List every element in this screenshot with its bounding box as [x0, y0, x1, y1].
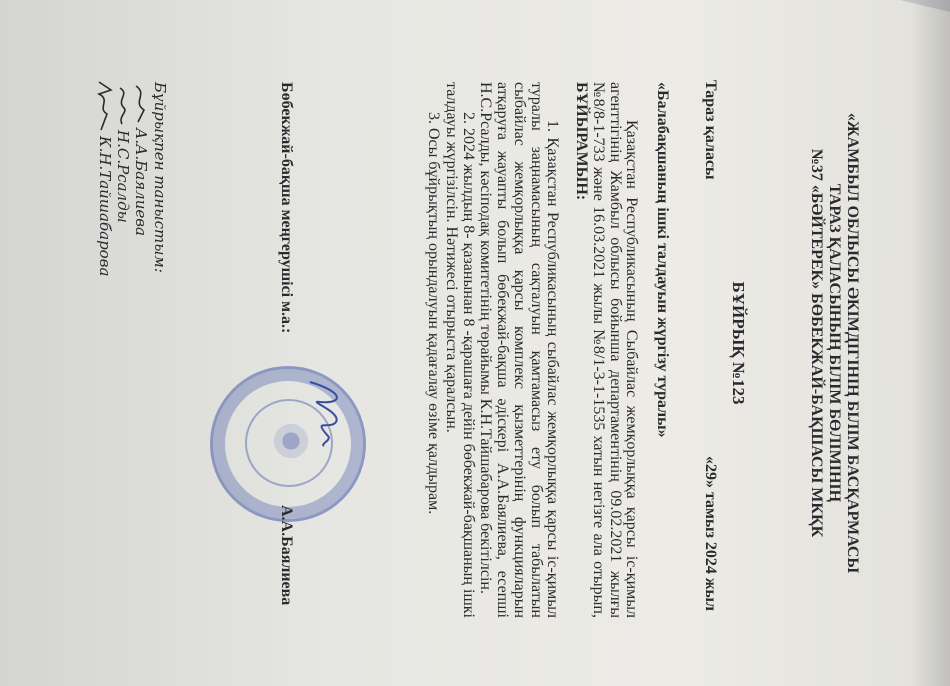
- order-date: «29» тамыз 2024 жыл: [702, 456, 719, 611]
- signature-mark-2: [112, 86, 132, 126]
- body-p3-line-1: 2. 2024 жылдың 8- қазанынан 8 -қарашаға дейін бөбекжай-бақшаның ішкі: [460, 112, 477, 618]
- acquainted-person-3: К.Н.Тайшабарова: [96, 136, 114, 277]
- head-signature: [300, 378, 350, 448]
- header-line-2: ТАРАЗ ҚАЛАСЫНЫҢ БІЛІМ БӨЛІМІНІҢ: [826, 183, 843, 503]
- body-p3-line-2: талдауы жүргізілсін. Нәтижесі отырыста қаралсын.: [443, 82, 460, 433]
- signature-name: А.А.Баялиева: [278, 505, 295, 606]
- order-title: БҰЙРЫҚ №123: [729, 281, 748, 405]
- body-p1-line-1: Қазақстан Республикасының Сыбайлас жемқорлыққа қарсы іс-қимыл: [623, 120, 640, 618]
- body-p2-line-5: Н.С.Рсалды, кәсіподақ комитетінің төрайымы К.Н.Тайшабарова бекітілсін.: [477, 82, 494, 594]
- body-p2-line-2: туралы заңнамасының сақталуын қамтамасыз ету болып табылатын: [528, 82, 545, 618]
- body-p2-line-3: сыбайлас жемқорлыққа қарсы комплекс қызметтерінің функцияларын: [511, 82, 528, 618]
- signature-mark-1: [130, 84, 150, 124]
- header-line-3: №37 «БӘЙТЕРЕК» БӨБЕКЖАЙ-БАҚШАСЫ МКҚК: [808, 148, 825, 538]
- body-order-keyword: БҰЙЫРАМЫН:: [573, 82, 590, 201]
- acquainted-person-2: Н.С.Рсалды: [114, 130, 132, 223]
- body-p2-line-1: 1. Қазақстан Республикасының сыбайлас жемқорлыққа қарсы іс-қимыл: [544, 120, 561, 618]
- body-p1-line-3: №8/8-1-733 және 16.03.2021 жылы №8/1-3-1-1535 хатын негізге ала отырып,: [590, 82, 607, 618]
- body-p2-line-4: атқаруға жауапты болып бөбекжай-бақша әдіскері А.А.Баялиева, есепші: [494, 82, 511, 618]
- acquainted-heading: Бұйрықпен таныстым:: [151, 82, 169, 273]
- signature-mark-3: [93, 80, 115, 132]
- header-line-1: «ЖАМБЫЛ ОБЛЫСЫ ӘКІМДІГІНІҢ БІЛІМ БАСҚАРМАСЫ: [844, 112, 861, 574]
- body-p1-line-2: агенттігінің Жамбыл облысы бойынша департаментінің 09.02.2021 жылғы: [607, 82, 624, 618]
- order-subject: «Балабақшаның ішкі талдауын жүргізу туралы»: [654, 82, 671, 438]
- order-place: Тараз қаласы: [702, 80, 719, 180]
- body-p4-line-1: 3. Осы бұйрықтың орындалуын қадағалау өзіме қалдырам.: [425, 112, 442, 515]
- acquainted-person-1: А.А.Баялиева: [132, 128, 150, 236]
- signature-role: Бөбекжай-бақша меңгерушісі м.а.:: [278, 82, 295, 334]
